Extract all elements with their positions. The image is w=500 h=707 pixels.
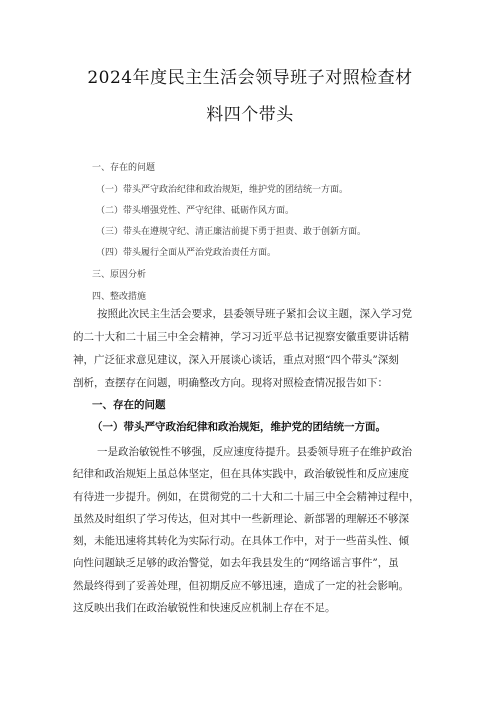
outline-item-measures: 四、整改措施: [92, 292, 147, 302]
body-paragraph: [73, 441, 433, 619]
intro-line: 的二十大和二十届三中全会精神，学习习近平总书记视察安徽重要讲话精: [73, 331, 409, 343]
outline-item-causes: 三、原因分析: [92, 270, 147, 280]
body-line: 一是政治敏锐性不够强，反应速度待提升。县委领导班子在维护政治: [97, 446, 412, 458]
body-line: 刻，未能迅速将其转化为实际行动。在具体工作中，对于一些苗头性、倾: [73, 535, 409, 548]
section-heading: 一、存在的问题: [92, 399, 166, 411]
document-title-line1: 2024年度民主生活会领导班子对照检查材: [87, 68, 413, 88]
outline-subitem-4: （四）带头履行全面从严治党政治责任方面。: [96, 248, 277, 258]
outline-subitem-1: （一）带头严守政治纪律和政治规矩，维护党的团结统一方面。: [96, 185, 349, 195]
document-title-line2: 料四个带头: [206, 105, 294, 125]
body-line: 这反映出我们在政治敏锐性和快速反应机制上存在不足。: [73, 602, 336, 615]
subsection-heading: （一）带头严守政治纪律和政治规矩，维护党的团结统一方面。: [92, 421, 386, 433]
body-line: 然最终得到了妥善处理，但初期反应不够迅速，造成了一定的社会影响。: [73, 579, 409, 592]
intro-line: 按照此次民主生活会要求，县委领导班子紧扣会议主题，深入学习党: [97, 308, 412, 320]
outline-item-problems: 一、存在的问题: [92, 163, 156, 173]
outline-subitem-2: （二）带头增强党性、严守纪律、砥砺作风方面。: [96, 206, 295, 216]
intro-line: 剖析，查摆存在问题，明确整改方向。现将对照检查情况报告如下：: [73, 377, 388, 389]
body-line: 虽然及时组织了学习传达，但对其中一些新理论、新部署的理解还不够深: [73, 512, 409, 525]
body-line: 有待进一步提升。例如，在贯彻党的二十大和二十届三中全会精神过程中，: [73, 490, 420, 503]
outline-subitem-3: （三）带头在遵规守纪、清正廉洁前提下勇于担责、敢于创新方面。: [96, 227, 367, 237]
body-line: 向性问题缺乏足够的政治警觉，如去年我县发生的“网络谣言事件”，虽: [73, 557, 399, 570]
intro-paragraph: [73, 303, 433, 395]
intro-line: 神，广泛征求意见建议，深入开展谈心谈话，重点对照“四个带头”深刻: [73, 354, 399, 366]
body-line: 纪律和政治规矩上虽总体坚定，但在具体实践中，政治敏锐性和反应速度: [73, 468, 409, 481]
